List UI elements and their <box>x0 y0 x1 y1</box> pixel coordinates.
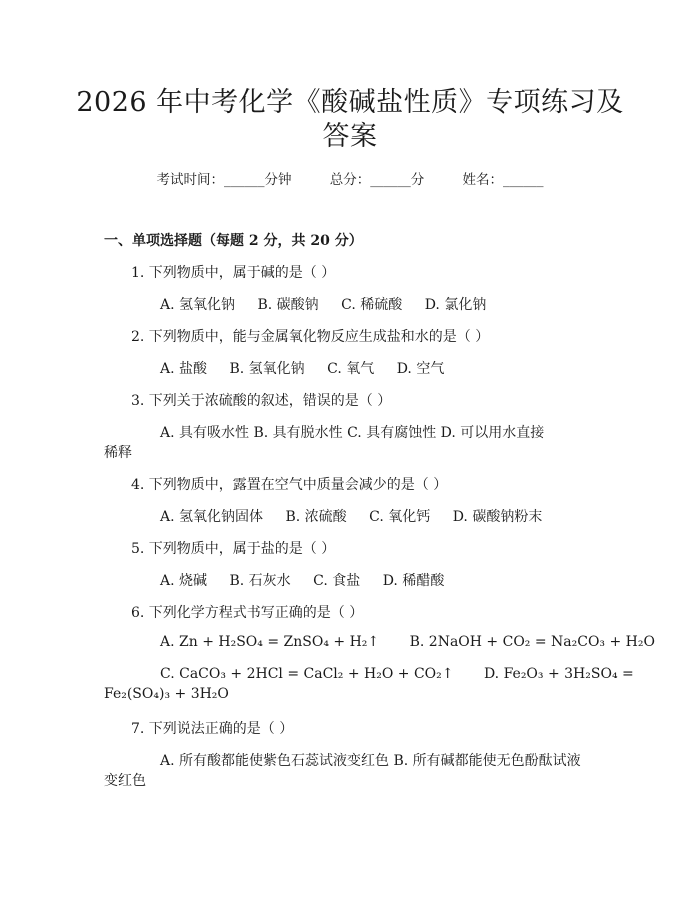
option: D. 空气 <box>396 361 445 377</box>
option: B. 石灰水 <box>229 573 291 589</box>
option: C. 稀硫酸 <box>341 297 403 313</box>
option: B. 氢氧化钠 <box>229 361 305 377</box>
question-stem: 5. 下列物质中，属于盐的是（ ） <box>131 541 336 557</box>
page-title: 2026 年中考化学《酸碱盐性质》专项练习及 <box>76 87 624 118</box>
question-options <box>160 666 634 682</box>
name-field: 姓名：______ <box>462 172 544 188</box>
option: A. 烧碱 <box>160 573 208 589</box>
option: A. 氢氧化钠固体 <box>160 509 264 525</box>
question-options: A. 所有酸都能使紫色石蕊试液变红色 B. 所有碱都能使无色酚酞试液 <box>160 753 581 769</box>
total-score-field: 总分：______分 <box>329 172 425 188</box>
section-heading: 一、单项选择题（每题 2 分，共 20 分） <box>104 233 363 249</box>
question-options <box>160 634 655 650</box>
option: A. Zn + H₂SO₄ = ZnSO₄ + H₂↑ <box>160 634 380 650</box>
question-options <box>160 294 486 314</box>
option: B. 浓硫酸 <box>285 509 347 525</box>
option: C. 食盐 <box>313 573 361 589</box>
option: A. 氢氧化钠 <box>160 297 236 313</box>
option: C. 氧气 <box>327 361 375 377</box>
question-options <box>160 506 542 526</box>
option: C. CaCO₃ + 2HCl = CaCl₂ + H₂O + CO₂↑ <box>160 666 454 682</box>
exam-info <box>0 168 700 188</box>
question-stem: 3. 下列关于浓硫酸的叙述，错误的是（ ） <box>131 393 392 409</box>
option: B. 2NaOH + CO₂ = Na₂CO₃ + H₂O <box>409 634 655 650</box>
option: C. 氧化钙 <box>369 509 431 525</box>
question-options <box>160 358 444 378</box>
page-title-continued: 答案 <box>322 121 378 152</box>
option: D. 氯化钠 <box>424 297 487 313</box>
question-options-wrap: 变红色 <box>104 773 146 789</box>
option: D. Fe₂O₃ + 3H₂SO₄ = <box>483 666 634 682</box>
question-stem: 6. 下列化学方程式书写正确的是（ ） <box>131 605 364 621</box>
question-options: A. 具有吸水性 B. 具有脱水性 C. 具有腐蚀性 D. 可以用水直接 <box>160 425 545 441</box>
option: D. 稀醋酸 <box>382 573 445 589</box>
option: B. 碳酸钠 <box>257 297 319 313</box>
question-options-wrap: 稀释 <box>104 445 132 461</box>
option: A. 盐酸 <box>160 361 208 377</box>
option: D. 碳酸钠粉末 <box>452 509 543 525</box>
question-options-wrap: Fe₂(SO₄)₃ + 3H₂O <box>104 686 229 702</box>
question-stem: 2. 下列物质中，能与金属氧化物反应生成盐和水的是（ ） <box>131 329 490 345</box>
question-options <box>160 570 444 590</box>
question-stem: 1. 下列物质中，属于碱的是（ ） <box>131 265 336 281</box>
question-stem: 7. 下列说法正确的是（ ） <box>131 721 294 737</box>
question-stem: 4. 下列物质中，露置在空气中质量会减少的是（ ） <box>131 477 448 493</box>
exam-time-field: 考试时间：______分钟 <box>156 172 292 188</box>
